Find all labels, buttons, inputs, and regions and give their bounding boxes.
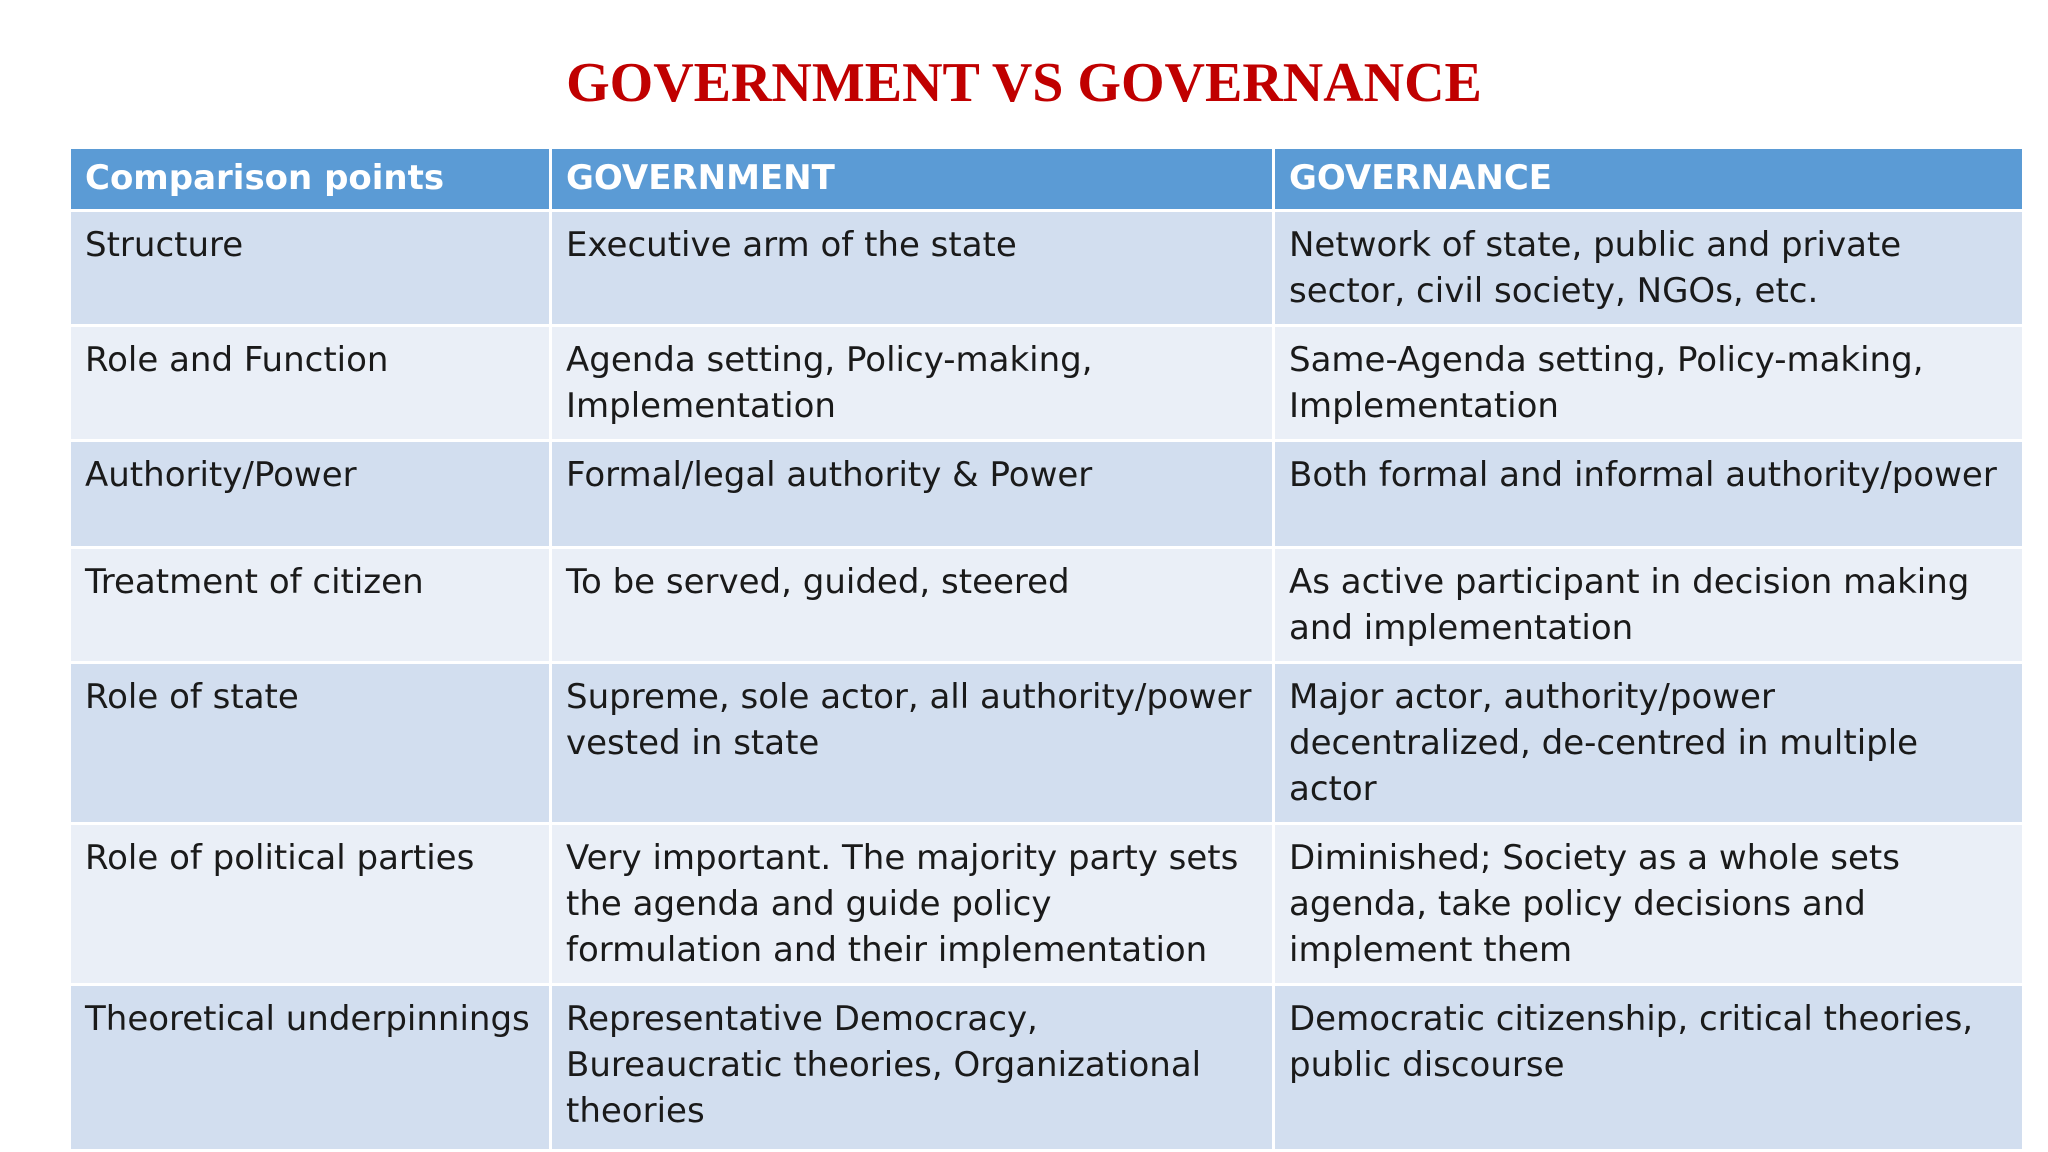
- comparison-table-container: [68, 146, 2022, 1152]
- government-cell: To be served, guided, steered: [551, 548, 1274, 663]
- government-cell: Representative Democracy, Bureaucratic theories, Organizational theories: [551, 985, 1274, 1151]
- row-label-cell: Role and Function: [70, 326, 551, 441]
- table-row: [70, 548, 2024, 663]
- table-row: [70, 211, 2024, 326]
- table-row: [70, 824, 2024, 985]
- government-cell: Formal/legal authority & Power: [551, 441, 1274, 548]
- comparison-table: [68, 146, 2025, 1152]
- table-row: [70, 985, 2024, 1151]
- governance-cell: Democratic citizenship, critical theories, public discourse: [1274, 985, 2024, 1151]
- government-cell: Executive arm of the state: [551, 211, 1274, 326]
- row-label-cell: Role of state: [70, 663, 551, 824]
- governance-cell: Network of state, public and private sector, civil society, NGOs, etc.: [1274, 211, 2024, 326]
- table-row: [70, 441, 2024, 548]
- governance-cell: Same-Agenda setting, Policy-making, Implementation: [1274, 326, 2024, 441]
- government-cell: Agenda setting, Policy-making, Implementation: [551, 326, 1274, 441]
- row-label-cell: Role of political parties: [70, 824, 551, 985]
- row-label-cell: Treatment of citizen: [70, 548, 551, 663]
- header-comparison-points: Comparison points: [70, 148, 551, 211]
- row-label-cell: Authority/Power: [70, 441, 551, 548]
- governance-cell: Both formal and informal authority/power: [1274, 441, 2024, 548]
- table-row: [70, 326, 2024, 441]
- table-row: [70, 663, 2024, 824]
- government-cell: Supreme, sole actor, all authority/power vested in state: [551, 663, 1274, 824]
- header-governance: GOVERNANCE: [1274, 148, 2024, 211]
- row-label-cell: Structure: [70, 211, 551, 326]
- governance-cell: Major actor, authority/power decentralized, de-centred in multiple actor: [1274, 663, 2024, 824]
- table-header-row: [70, 148, 2024, 211]
- governance-cell: Diminished; Society as a whole sets agenda, take policy decisions and implement them: [1274, 824, 2024, 985]
- row-label-cell: Theoretical underpinnings: [70, 985, 551, 1151]
- governance-cell: As active participant in decision making and implementation: [1274, 548, 2024, 663]
- header-government: GOVERNMENT: [551, 148, 1274, 211]
- government-cell: Very important. The majority party sets the agenda and guide policy formulation and their implementation: [551, 824, 1274, 985]
- page-title: GOVERNMENT VS GOVERNANCE: [566, 52, 1482, 114]
